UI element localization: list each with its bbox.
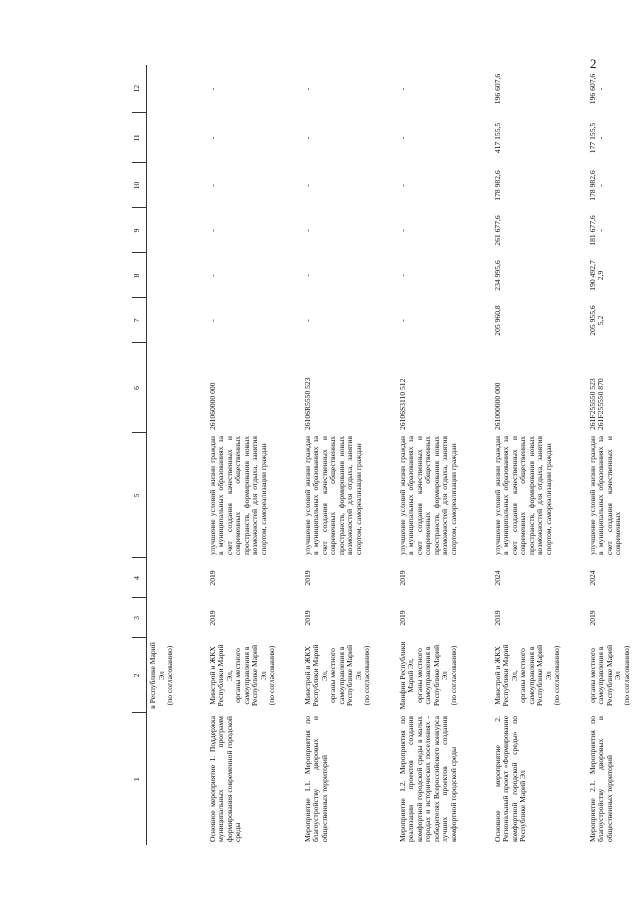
start-year: 2019 [397, 610, 407, 626]
measure-name: Основное мероприятие 2. Региональный проект «Формирование комфортной городской среды» по Республике Марий Эл [492, 716, 527, 842]
start-year: 2019 [492, 610, 502, 626]
col-header: 5 [132, 433, 147, 558]
value-cell: - [207, 184, 217, 187]
budget-code: 261060000 000 [207, 382, 217, 430]
budget-code: 26106R5550 523 [302, 377, 312, 430]
value-cell: - [397, 184, 407, 187]
budget-code-line: 261F255550 523 [587, 378, 597, 430]
expected-result: улучшение условий жизни граждан в муниципальных образованиях за счет создания качественных и современных общественных пространств, формирования новых возможностей для отдыха, занятия спортом, самореализации граждан [492, 436, 553, 555]
table-row [302, 65, 397, 845]
executor: Минстрой и ЖКХ Республики Марий Эл, органы местного самоуправления в Республике Марий Эл (по согласованию) [492, 644, 561, 707]
value-cell: - [302, 229, 312, 232]
program-table [132, 65, 639, 845]
col-header: 1 [132, 713, 147, 845]
value-cell: - [397, 319, 407, 322]
budget-code: 261000000 000 [492, 382, 502, 430]
value-cell: 261 677,6 [492, 215, 502, 246]
end-year: 2019 [302, 570, 312, 586]
value-cell: - [207, 229, 217, 232]
value-cell: - [207, 87, 217, 91]
value-cell: - [302, 136, 312, 140]
carry-over-text: в Республике Марий Эл [148, 642, 166, 709]
measure-name: Мероприятие 1.1. Мероприятия по благоустройству дворовых и общественных территорий [302, 716, 329, 842]
col-header: 3 [132, 598, 147, 638]
measure-name: Мероприятие 2.1. Мероприятия по благоустройству дворовых и общественных территорий [587, 716, 614, 842]
col-header: 12 [132, 65, 147, 113]
col-header: 11 [132, 113, 147, 163]
table-row [397, 65, 492, 845]
expected-result: улучшение условий жизни граждан в муниципальных образованиях за счет создания качественных и современных [587, 436, 622, 555]
col-header: 9 [132, 208, 147, 253]
value-cell: 178 982,6 - [587, 170, 605, 201]
expected-result: улучшение условий жизни граждан в муниципальных образованиях за счет создания качественных и современных общественных пространств, формирования новых возможностей для отдыха, занятия спортом, самореализации граждан [302, 436, 363, 555]
end-year: 2019 [397, 570, 407, 586]
measure-name: Мероприятие 1.2. Мероприятия по реализации проектов создания комфортной городской среды в малых городах и исторических поселениях - победителях Всероссийского конкурса лучших проектов создания комфортной городской среды [397, 716, 458, 842]
page-number: 2 [590, 56, 597, 71]
col-header: 7 [132, 298, 147, 343]
executor: Минстрой и ЖКХ Республики Марий Эл, органы местного самоуправления в Республике Марий Эл (по согласованию) [207, 644, 276, 707]
col-header: 4 [132, 558, 147, 598]
end-year: 2019 [207, 570, 217, 586]
end-year: 2024 [492, 570, 502, 586]
table-row [587, 65, 639, 845]
value-cell: 196 607,6 - [587, 73, 605, 105]
value-cell: - [207, 274, 217, 277]
value-cell: - [302, 319, 312, 322]
value-cell: - [302, 274, 312, 277]
value-cell: 234 995,6 [492, 260, 502, 291]
end-year: 2024 [587, 570, 597, 586]
value-cell: 190 492,7 2,9 [587, 260, 605, 291]
value-cell: - [397, 274, 407, 277]
table-row [207, 65, 302, 845]
table-row [492, 65, 587, 845]
value-cell: 178 982,6 [492, 170, 502, 201]
value-cell: 177 155,5 - [587, 122, 605, 154]
value-cell: - [397, 136, 407, 140]
start-year: 2019 [207, 610, 217, 626]
value-cell: - [302, 87, 312, 91]
budget-code: 26106S3110 512 [397, 378, 407, 430]
expected-result: улучшение условий жизни граждан в муниципальных образованиях за счет создания качественных и современных общественных пространств, формирования новых возможностей для отдыха, занятия спортом, самореализации граждан [207, 436, 268, 555]
value-cell: 181 677,6 - [587, 215, 605, 246]
value-cell: 205 960,8 [492, 305, 502, 336]
col-header: 8 [132, 253, 147, 298]
start-year: 2019 [302, 610, 312, 626]
col-header: 10 [132, 163, 147, 208]
value-cell: - [207, 319, 217, 322]
column-number-row [132, 65, 147, 845]
col-header: 6 [132, 343, 147, 433]
executor: Минфин Республики Марий Эл, органы местного самоуправления в Республике Марий Эл (по согласованию) [397, 641, 458, 710]
expected-result: улучшение условий жизни граждан в муниципальных образованиях за счет создания качественных и современных общественных пространств, формирования новых возможностей для отдыха, занятия спортом, самореализации граждан [397, 436, 458, 555]
value-cell: 196 607,6 [492, 73, 502, 105]
measure-name: Основное мероприятие 1. Поддержка муниципальных программ формирования современной городской среды [207, 716, 242, 842]
carry-over-row [147, 65, 207, 845]
value-cell: - [207, 136, 217, 140]
budget-code [587, 343, 639, 433]
value-cell: - [397, 87, 407, 91]
budget-code-line: 261F255550 870 [596, 378, 605, 430]
carry-over-text: (по согласованию) [165, 645, 174, 706]
col-header: 2 [132, 638, 147, 713]
value-cell: 417 155,5 [492, 122, 502, 154]
executor: Минстрой и ЖКХ Республики Марий Эл, органы местного самоуправления в Республике Марий Эл (по согласованию) [302, 644, 371, 707]
value-cell: - [302, 184, 312, 187]
value-cell: 205 955,6 5,2 [587, 305, 605, 336]
executor: органы местного самоуправления в Республике Марий Эл (по согласованию) [587, 644, 631, 707]
start-year: 2019 [587, 610, 597, 626]
value-cell: - [397, 229, 407, 232]
rotated-table-container [132, 65, 631, 845]
